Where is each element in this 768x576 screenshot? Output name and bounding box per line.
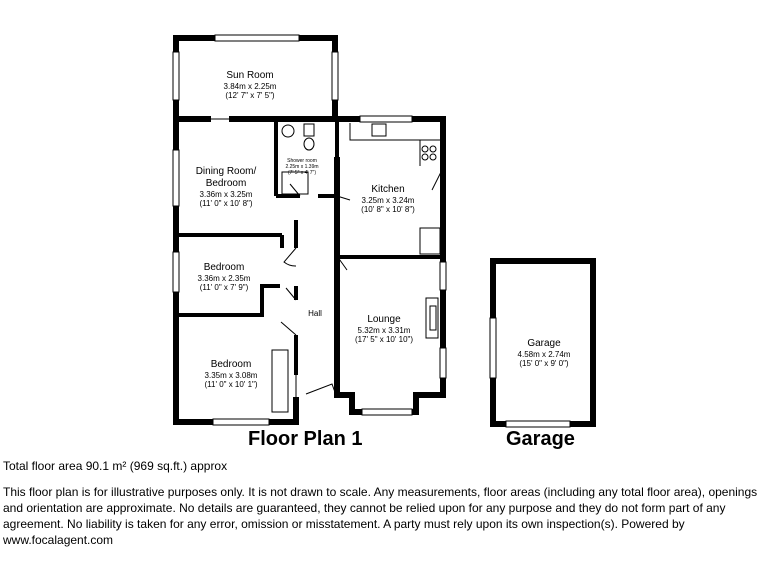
room-metric-bedroom-2: 3.35m x 3.08m xyxy=(204,371,258,380)
room-name-bedroom-1: Bedroom xyxy=(203,262,245,273)
room-imperial-bedroom-1: (11' 0" x 7' 9") xyxy=(199,283,249,292)
room-imperial-garage: (15' 0" x 9' 0") xyxy=(519,359,569,368)
room-metric-bedroom-1: 3.36m x 2.35m xyxy=(197,274,251,283)
room-metric-kitchen: 3.25m x 3.24m xyxy=(361,196,415,205)
room-imperial-sunroom: (12' 7" x 7' 5") xyxy=(225,91,275,100)
room-imperial-shower: (7' 5" x 4' 7") xyxy=(288,170,316,176)
disclaimer-text: This floor plan is for illustrative purposes only. It is not drawn to scale. Any measurements, floor areas (including any total floor area), openings and orientation are approximate. No details are guaranteed, they cannot be relied upon for any purpose and they do not form part of any agreement. No liability is taken for any error, omission or misstatement. A party must rely upon its own inspection(s). Powered by www.focalagent.com xyxy=(3,485,758,547)
floor-plan-title: Floor Plan 1 xyxy=(248,428,363,450)
room-metric-shower: 2.25m x 1.39m xyxy=(285,164,319,170)
room-imperial-kitchen: (10' 8" x 10' 8") xyxy=(361,205,415,214)
fixtures xyxy=(282,123,441,338)
room-name-shower: Shower room xyxy=(287,158,317,164)
room-name-garage: Garage xyxy=(527,338,561,349)
room-metric-lounge: 5.32m x 3.31m xyxy=(357,326,411,335)
room-imperial-bedroom-2: (11' 0" x 10' 1") xyxy=(204,380,258,389)
room-name-hall: Hall xyxy=(308,309,322,318)
room-name-lounge: Lounge xyxy=(367,314,401,325)
total-floor-area: Total floor area 90.1 m² (969 sq.ft.) approx xyxy=(3,459,228,473)
room-name-dining-2: Bedroom xyxy=(205,178,247,189)
room-metric-dining: 3.36m x 3.25m xyxy=(199,190,253,199)
room-name-kitchen: Kitchen xyxy=(371,184,405,195)
room-name-sunroom: Sun Room xyxy=(226,70,274,81)
room-metric-garage: 4.58m x 2.74m xyxy=(517,350,571,359)
room-imperial-lounge: (17' 5" x 10' 10") xyxy=(354,335,414,344)
room-metric-sunroom: 3.84m x 2.25m xyxy=(223,82,277,91)
room-name-bedroom-2: Bedroom xyxy=(210,359,252,370)
room-imperial-dining: (11' 0" x 10' 8") xyxy=(199,199,253,208)
room-name-dining-1: Dining Room/ xyxy=(195,166,257,177)
garage-plan-title: Garage xyxy=(506,428,575,450)
